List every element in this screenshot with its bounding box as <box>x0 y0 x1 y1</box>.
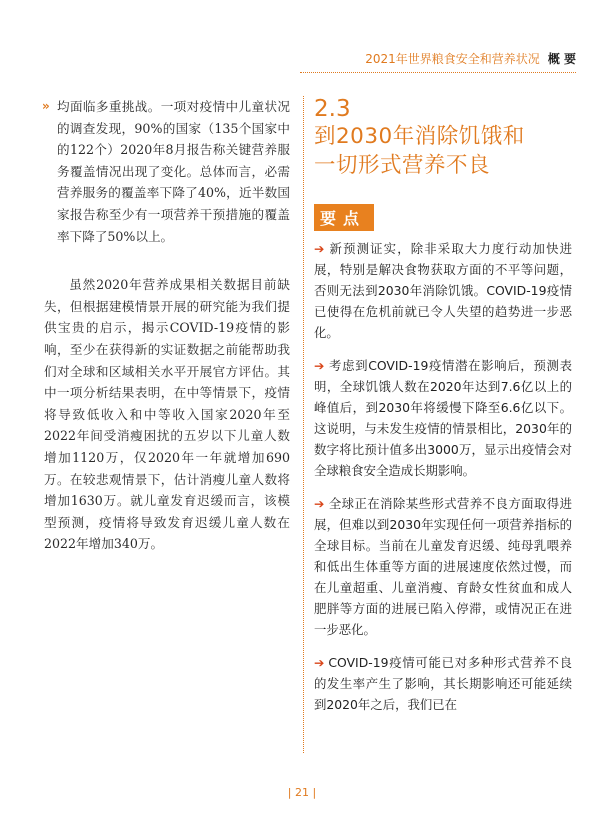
key-points-list <box>314 238 572 715</box>
key-point-text: 考虑到COVID-19疫情潜在影响后，预测表明，全球饥饿人数在2020年达到7.6亿以上的峰值后，到2030年将缓慢下降至6.6亿以下。这说明，与未发生疫情的情景相比，2030年的数字将比预计值多出3000万，显示出疫情会对全球粮食安全造成长期影响。 <box>314 358 572 478</box>
paragraph: 虽然2020年营养成果相关数据目前缺失，但根据建模情景开展的研究能为我们提供宝贵的启示，揭示COVID-19疫情的影响，至少在获得新的实证数据之前能帮助我们对全球和区域相关水平开展官方评估。其中一项分析结果表明，在中等情景下，疫情将导致低收入和中等收入国家2020年至2022年间受消瘦困扰的五岁以下儿童人数增加1120万，仅2020年一年就增加690万。在较悲观情景下，估计消瘦儿童人数将增加1630万。就儿童发育迟缓而言，该模型预测，疫情将导致发育迟缓儿童人数在2022年增加340万。 <box>44 277 290 552</box>
section-label: 概 要 <box>547 52 576 66</box>
continuation-marker: » <box>42 99 50 113</box>
key-point <box>314 238 572 343</box>
arrow-icon: ➔ <box>314 496 325 511</box>
continued-paragraph <box>44 96 290 247</box>
right-column <box>314 96 572 727</box>
paragraph-text: 均面临多重挑战。一项对疫情中儿童状况的调查发现，90%的国家（135个国家中的122个）2020年8月报告称关键营养服务覆盖情况出现了变化。总体而言，必需营养服务的覆盖率下降了40%，近半数国家报告称至少有一项营养干预措施的覆盖率下降了50%以上。 <box>57 99 290 244</box>
key-point <box>314 652 572 715</box>
running-header <box>365 50 576 67</box>
section-title-line-2: 一切形式营养不良 <box>314 153 491 178</box>
arrow-icon: ➔ <box>314 241 325 256</box>
header-divider <box>300 72 576 73</box>
arrow-icon: ➔ <box>314 358 325 373</box>
column-divider <box>303 96 304 753</box>
key-point-text: 新预测证实，除非采取大力度行动加快进展，特别是解决食物获取方面的不平等问题，否则无法到2030年消除饥饿。COVID-19疫情已使得在危机前就已令人失望的趋势进一步恶化。 <box>314 241 572 340</box>
key-point-text: COVID-19疫情可能已对多种形式营养不良的发生率产生了影响，其长期影响还可能延续到2020年之后，我们已在 <box>314 655 572 712</box>
arrow-icon: ➔ <box>314 655 325 670</box>
section-title-line-1: 到2030年消除饥饿和 <box>314 124 525 149</box>
key-points-tag: 要点 <box>314 204 374 231</box>
report-title: 2021年世界粮食安全和营养状况 <box>365 52 540 66</box>
left-column <box>44 96 290 555</box>
key-point <box>314 493 572 640</box>
key-point <box>314 355 572 481</box>
page-number: | 21 | <box>287 786 317 799</box>
key-point-text: 全球正在消除某些形式营养不良方面取得进展，但难以到2030年实现任何一项营养指标的全球目标。当前在儿童发育迟缓、纯母乳喂养和低出生体重等方面的进展速度依然过慢，而在儿童超重、儿童消瘦、育龄女性贫血和成人肥胖等方面的进展已陷入停滞，或情况正在进一步恶化。 <box>314 496 572 637</box>
section-number: 2.3 <box>314 96 351 122</box>
